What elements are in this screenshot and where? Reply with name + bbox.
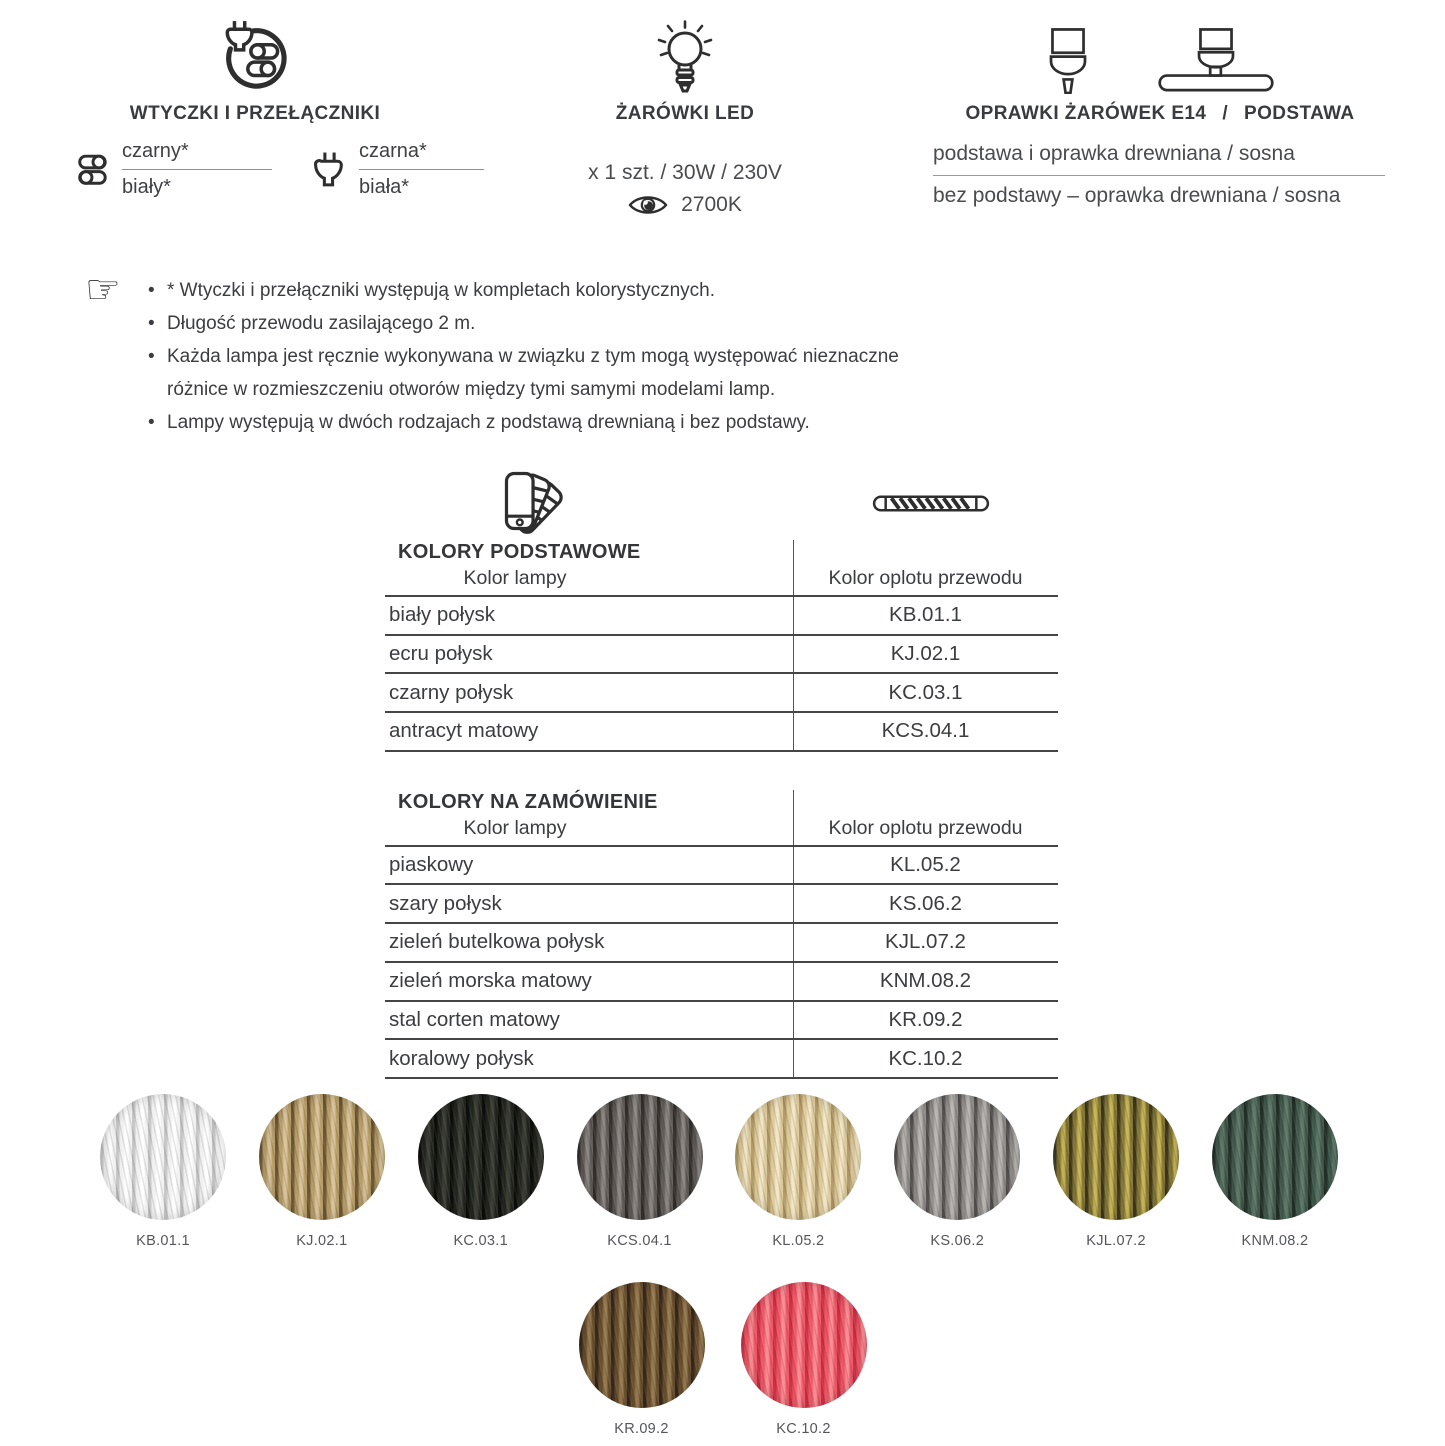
swatch-code-label: KC.03.1 xyxy=(453,1233,508,1249)
led-bulbs-title: ŻARÓWKI LED xyxy=(615,103,755,124)
holders-title-left: OPRAWKI ŻARÓWEK E14 xyxy=(965,103,1207,124)
section-led-bulbs xyxy=(540,14,830,217)
swatch-code-label: KC.10.2 xyxy=(776,1421,831,1437)
column-header-cable-color: Kolor oplotu przewodu xyxy=(828,816,1023,839)
swatch-row-2 xyxy=(0,1282,1445,1437)
cable-code-cell: KB.01.1 xyxy=(793,597,1057,634)
swatch-code-label: KJL.07.2 xyxy=(1086,1233,1146,1249)
lamp-color-cell: czarny połysk xyxy=(389,680,514,704)
lamp-color-cell: stal corten matowy xyxy=(389,1007,560,1031)
plug-color-option xyxy=(314,140,484,199)
plugs-switches-options xyxy=(78,140,484,199)
bulb-socket-icon xyxy=(1043,28,1093,94)
table-row xyxy=(385,847,1058,886)
plugs-switches-title: WTYCZKI I PRZEŁĄCZNIKI xyxy=(129,103,381,124)
switch-color-top-label: czarny* xyxy=(122,140,189,162)
note-item: • * Wtyczki i przełączniki występują w kompletach kolorystycznych. xyxy=(148,274,965,307)
bulb-icon-area xyxy=(540,14,830,94)
table-row xyxy=(385,597,1058,636)
cable-code-cell: KJL.07.2 xyxy=(793,924,1057,961)
table-row xyxy=(385,963,1058,1002)
light-bulb-icon xyxy=(652,20,718,94)
swatch-code-label: KS.06.2 xyxy=(930,1233,985,1249)
holders-base-title xyxy=(933,103,1387,125)
color-fan-icon xyxy=(497,461,571,541)
cable-swatch-image xyxy=(1212,1094,1338,1220)
cable-swatch-image xyxy=(579,1282,705,1408)
cable-swatch xyxy=(1212,1094,1338,1249)
bulb-quantity-spec: x 1 szt. / 30W / 230V xyxy=(588,161,782,184)
cable-swatch-image xyxy=(418,1094,544,1220)
lamp-color-cell: szary połysk xyxy=(389,891,502,915)
note-item: • Długość przewodu zasilającego 2 m. xyxy=(148,307,965,340)
color-temperature-value: 2700K xyxy=(681,193,742,216)
table-row xyxy=(385,1040,1058,1079)
column-header-lamp-color: Kolor lampy xyxy=(463,567,567,589)
table-row xyxy=(385,1002,1058,1041)
socket-with-base-icon xyxy=(1155,28,1277,94)
lamp-color-cell: biały połysk xyxy=(389,603,495,627)
table-basic-colors xyxy=(385,540,1058,752)
section-plugs-switches xyxy=(85,14,425,125)
table-row xyxy=(385,636,1058,675)
pointing-hand-icon: ☞ xyxy=(85,268,121,312)
lamp-color-cell: koralowy połysk xyxy=(389,1046,534,1070)
cable-swatch-image xyxy=(735,1094,861,1220)
cable-code-cell: KJ.02.1 xyxy=(793,636,1057,673)
cable-code-cell: KC.10.2 xyxy=(793,1040,1057,1077)
table-header xyxy=(385,790,1058,847)
color-tables xyxy=(385,540,1058,1079)
cable-code-cell: KS.06.2 xyxy=(793,885,1057,922)
switch-color-option xyxy=(78,140,272,199)
cable-swatch-image xyxy=(741,1282,867,1408)
cable-code-cell: KR.09.2 xyxy=(793,1002,1057,1039)
notes-block xyxy=(85,268,965,439)
lamp-color-cell: zieleń butelkowa połysk xyxy=(389,930,605,954)
holders-variant-top: podstawa i oprawka drewniana / sosna xyxy=(933,142,1295,165)
cable-swatch xyxy=(259,1094,385,1249)
holders-title-right: PODSTAWA xyxy=(1244,103,1355,124)
swatch-code-label: KJ.02.1 xyxy=(296,1233,348,1249)
cable-swatch xyxy=(741,1282,867,1437)
table-title: KOLORY NA ZAMÓWIENIE xyxy=(398,790,658,813)
switch-color-bottom-label: biały* xyxy=(122,176,171,198)
eye-icon xyxy=(628,193,668,217)
cable-code-cell: KCS.04.1 xyxy=(793,713,1057,750)
cable-code-cell: KC.03.1 xyxy=(793,674,1057,711)
color-temperature-row xyxy=(540,193,830,217)
note-item: • Lampy występują w dwóch rodzajach z podstawą drewnianą i bez podstawy. xyxy=(148,406,965,439)
notes-list xyxy=(85,274,965,439)
plug-icon xyxy=(314,151,345,189)
holders-variant-bottom: bez podstawy – oprawka drewniana / sosna xyxy=(933,184,1341,207)
cable-swatch xyxy=(1053,1094,1179,1249)
cable-code-cell: KNM.08.2 xyxy=(793,963,1057,1000)
swatch-code-label: KB.01.1 xyxy=(136,1233,190,1249)
cable-swatch xyxy=(735,1094,861,1249)
swatch-code-label: KNM.08.2 xyxy=(1241,1233,1309,1249)
plug-color-bottom-label: biała* xyxy=(359,176,410,198)
swatch-code-label: KL.05.2 xyxy=(772,1233,825,1249)
plug-color-top-label: czarna* xyxy=(359,140,427,162)
table-row xyxy=(385,713,1058,752)
cable-swatch-image xyxy=(577,1094,703,1220)
section-holders-base xyxy=(933,14,1387,125)
toggle-switches-icon xyxy=(78,153,108,187)
cable-swatch xyxy=(418,1094,544,1249)
column-header-lamp-color: Kolor lampy xyxy=(463,816,567,839)
lamp-color-cell: antracyt matowy xyxy=(389,719,539,743)
plugs-switches-icon-area xyxy=(85,14,425,94)
lamp-color-cell: ecru połysk xyxy=(389,642,493,666)
holders-title-separator: / xyxy=(1222,103,1229,124)
note-item: • Każda lampa jest ręcznie wykonywana w związku z tym mogą występować nieznaczne różnice w rozmieszczeniu otworów między tymi samymi modelami lamp. xyxy=(148,340,965,406)
cable-swatch-image xyxy=(1053,1094,1179,1220)
swatch-code-label: KR.09.2 xyxy=(614,1421,669,1437)
cable-code-cell: KL.05.2 xyxy=(793,847,1057,884)
swatch-row-1 xyxy=(100,1094,1338,1249)
column-header-cable-color: Kolor oplotu przewodu xyxy=(828,567,1023,589)
lamp-color-cell: piaskowy xyxy=(389,853,474,877)
cable-swatch-image xyxy=(100,1094,226,1220)
table-row xyxy=(385,885,1058,924)
cable-swatch xyxy=(579,1282,705,1437)
table-row xyxy=(385,924,1058,963)
cable-swatch xyxy=(577,1094,703,1249)
cable-swatch xyxy=(894,1094,1020,1249)
plug-and-switches-circle-icon xyxy=(217,18,293,94)
lamp-color-cell: zieleń morska matowy xyxy=(389,969,592,993)
cable-swatch-image xyxy=(894,1094,1020,1220)
cable-swatch-image xyxy=(259,1094,385,1220)
holders-variants xyxy=(933,142,1385,208)
table-header xyxy=(385,540,1058,597)
cable-swatch xyxy=(100,1094,226,1249)
table-title: KOLORY PODSTAWOWE xyxy=(398,541,641,563)
holders-icon-area xyxy=(933,14,1387,94)
table-custom-colors xyxy=(385,790,1058,1079)
swatch-code-label: KCS.04.1 xyxy=(607,1233,672,1249)
table-row xyxy=(385,674,1058,713)
braided-cable-icon xyxy=(872,490,990,517)
